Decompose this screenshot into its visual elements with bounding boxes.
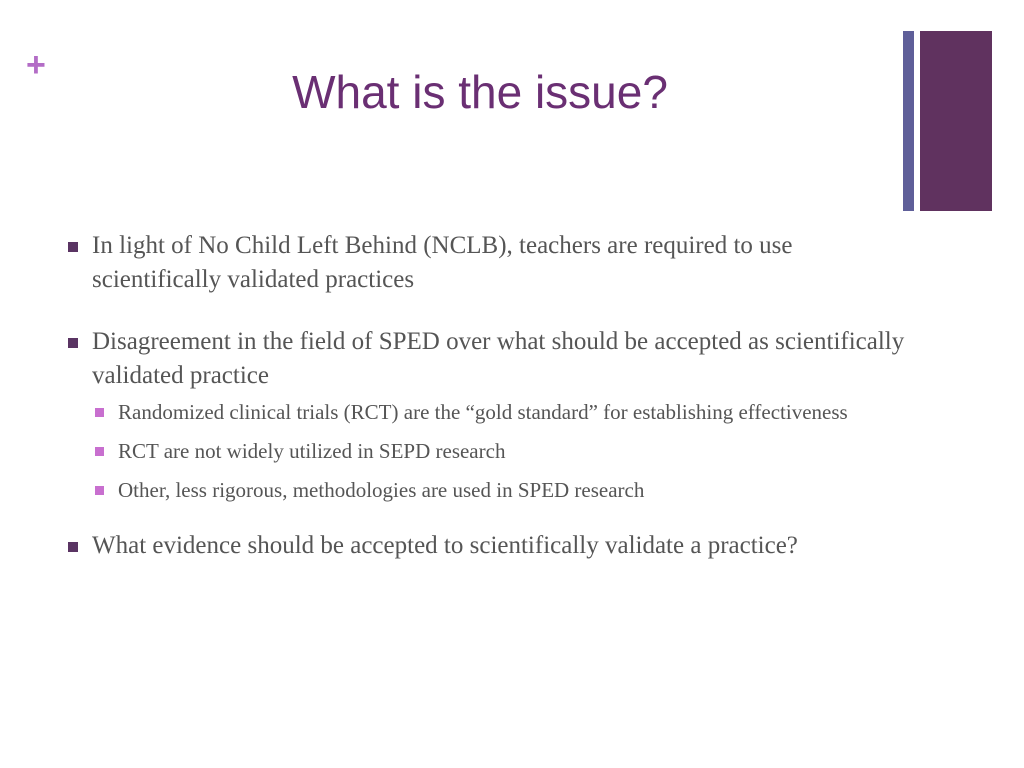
bullet-item (66, 229, 906, 297)
bullet-item (66, 325, 906, 505)
sub-bullet-item: Other, less rigorous, methodologies are used in SPED research (92, 475, 906, 505)
sub-bullet-item: RCT are not widely utilized in SEPD research (92, 436, 906, 466)
plus-icon: + (26, 46, 46, 84)
sub-bullet-item: Randomized clinical trials (RCT) are the “gold standard” for establishing effectiveness (92, 397, 906, 427)
accent-bar-thick (920, 31, 992, 211)
accent-bar-thin (903, 31, 914, 211)
bullet-list (66, 229, 906, 591)
sub-bullet-list (92, 397, 906, 505)
slide-title: What is the issue? (292, 66, 668, 118)
bullet-item (66, 529, 906, 563)
bullet-text: What evidence should be accepted to scientifically validate a practice? (92, 532, 798, 559)
bullet-text: In light of No Child Left Behind (NCLB), teachers are required to use scientifically validated practices (92, 232, 793, 293)
bullet-text: Disagreement in the field of SPED over what should be accepted as scientifically validated practice (92, 328, 905, 389)
